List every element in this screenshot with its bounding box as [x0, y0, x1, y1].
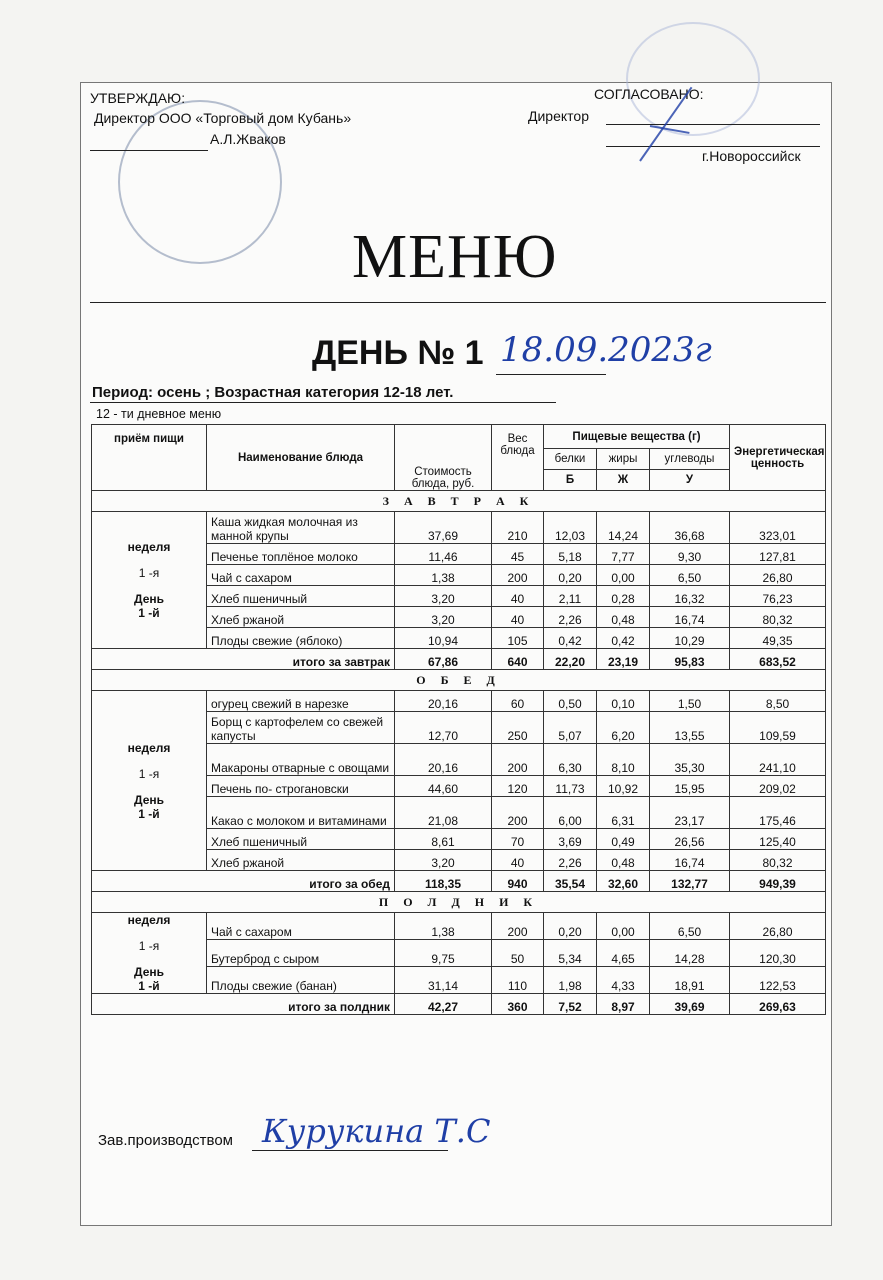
cell-zh: 6,20	[597, 712, 650, 744]
cell-cost: 11,46	[395, 544, 492, 565]
total-label: итого за обед	[92, 871, 395, 892]
cell-e: 122,53	[730, 967, 826, 994]
total-weight: 940	[492, 871, 544, 892]
cell-cost: 1,38	[395, 913, 492, 940]
cell-cost: 3,20	[395, 850, 492, 871]
cell-cost: 37,69	[395, 512, 492, 544]
cell-u: 1,50	[650, 691, 730, 712]
day-cell-day: День	[134, 965, 164, 979]
cell-e: 125,40	[730, 829, 826, 850]
cell-e: 76,23	[730, 586, 826, 607]
total-b: 22,20	[544, 649, 597, 670]
dish-name: Макароны отварные с овощами	[207, 744, 395, 776]
col-zh: Ж	[597, 470, 650, 491]
dish-name: Плоды свежие (яблоко)	[207, 628, 395, 649]
col-u: У	[650, 470, 730, 491]
col-energy: Энергетическая ценность	[730, 425, 826, 491]
cell-weight: 200	[492, 913, 544, 940]
menu-subtitle: 12 - ти дневное меню	[96, 407, 222, 421]
dish-name: Борщ с картофелем со свежей капусты	[207, 712, 395, 744]
cell-weight: 40	[492, 586, 544, 607]
day-cell-n: 1 -я	[138, 939, 160, 953]
col-b: Б	[544, 470, 597, 491]
cell-u: 26,56	[650, 829, 730, 850]
cell-cost: 44,60	[395, 776, 492, 797]
cell-e: 109,59	[730, 712, 826, 744]
cell-u: 13,55	[650, 712, 730, 744]
cell-u: 14,28	[650, 940, 730, 967]
cell-cost: 10,94	[395, 628, 492, 649]
cell-u: 16,74	[650, 607, 730, 628]
day-cell-week: неделя	[127, 740, 171, 755]
cell-e: 241,10	[730, 744, 826, 776]
period-line: Период: осень ; Возрастная категория 12-18 лет.	[92, 384, 454, 401]
table-row	[92, 512, 826, 544]
total-zh: 8,97	[597, 994, 650, 1015]
col-meal: приём пищи	[92, 425, 207, 491]
cell-u: 35,30	[650, 744, 730, 776]
cell-e: 80,32	[730, 850, 826, 871]
table-row	[92, 913, 826, 940]
dish-name: Каша жидкая молочная из манной крупы	[207, 512, 395, 544]
day-cell-week: неделя	[127, 913, 171, 927]
table-row	[92, 691, 826, 712]
cell-zh: 0,00	[597, 565, 650, 586]
cell-weight: 45	[492, 544, 544, 565]
cell-b: 5,07	[544, 712, 597, 744]
cell-zh: 0,49	[597, 829, 650, 850]
cell-e: 175,46	[730, 797, 826, 829]
menu-table	[91, 424, 826, 1015]
footer-label: Зав.производством	[98, 1132, 233, 1149]
cell-zh: 0,10	[597, 691, 650, 712]
cell-b: 5,18	[544, 544, 597, 565]
cell-cost: 20,16	[395, 691, 492, 712]
cell-weight: 60	[492, 691, 544, 712]
total-row	[92, 994, 826, 1015]
total-b: 35,54	[544, 871, 597, 892]
cell-b: 3,69	[544, 829, 597, 850]
cell-b: 12,03	[544, 512, 597, 544]
cell-b: 0,20	[544, 913, 597, 940]
cell-e: 120,30	[730, 940, 826, 967]
week-day-cell	[92, 913, 207, 994]
col-nutrients: Пищевые вещества (г)	[544, 425, 730, 449]
col-weight: Вес блюда	[492, 425, 544, 491]
cell-b: 6,00	[544, 797, 597, 829]
cell-b: 0,20	[544, 565, 597, 586]
cell-cost: 21,08	[395, 797, 492, 829]
cell-u: 16,32	[650, 586, 730, 607]
cell-u: 10,29	[650, 628, 730, 649]
cell-b: 1,98	[544, 967, 597, 994]
cell-u: 23,17	[650, 797, 730, 829]
cell-zh: 14,24	[597, 512, 650, 544]
dish-name: Плоды свежие (банан)	[207, 967, 395, 994]
cell-e: 26,80	[730, 913, 826, 940]
col-carbs: углеводы	[650, 449, 730, 470]
cell-zh: 0,00	[597, 913, 650, 940]
dish-name: огурец свежий в нарезке	[207, 691, 395, 712]
cell-cost: 31,14	[395, 967, 492, 994]
approve-name: А.Л.Жваков	[210, 131, 286, 147]
handwritten-date: 18.09.2023г	[500, 330, 712, 370]
total-e: 949,39	[730, 871, 826, 892]
cell-weight: 40	[492, 850, 544, 871]
cell-b: 0,50	[544, 691, 597, 712]
total-zh: 23,19	[597, 649, 650, 670]
day-cell-n: 1 -я	[138, 766, 160, 781]
dish-name: Печенье топлёное молоко	[207, 544, 395, 565]
cell-u: 18,91	[650, 967, 730, 994]
doc-title: МЕНЮ	[352, 223, 558, 291]
cell-weight: 200	[492, 744, 544, 776]
cell-u: 6,50	[650, 565, 730, 586]
cell-cost: 9,75	[395, 940, 492, 967]
cell-weight: 250	[492, 712, 544, 744]
total-zh: 32,60	[597, 871, 650, 892]
dish-name: Чай с сахаром	[207, 565, 395, 586]
total-e: 683,52	[730, 649, 826, 670]
agreed-director: Директор	[528, 108, 589, 124]
cell-cost: 8,61	[395, 829, 492, 850]
total-e: 269,63	[730, 994, 826, 1015]
cell-zh: 0,42	[597, 628, 650, 649]
cell-zh: 0,48	[597, 607, 650, 628]
cell-u: 16,74	[650, 850, 730, 871]
day-cell-d: 1 -й	[138, 806, 160, 821]
day-cell-d: 1 -й	[138, 606, 160, 620]
week-day-cell	[92, 691, 207, 871]
total-cost: 42,27	[395, 994, 492, 1015]
col-protein: белки	[544, 449, 597, 470]
dish-name: Какао с молоком и витаминами	[207, 797, 395, 829]
cell-cost: 3,20	[395, 607, 492, 628]
dish-name: Хлеб ржаной	[207, 607, 395, 628]
agreed-title: СОГЛАСОВАНО:	[594, 86, 704, 102]
total-b: 7,52	[544, 994, 597, 1015]
cell-zh: 4,33	[597, 967, 650, 994]
dish-name: Чай с сахаром	[207, 913, 395, 940]
day-cell-week: неделя	[127, 540, 171, 554]
cell-zh: 4,65	[597, 940, 650, 967]
cell-e: 209,02	[730, 776, 826, 797]
section-title: З А В Т Р А К	[92, 491, 826, 512]
cell-e: 323,01	[730, 512, 826, 544]
cell-b: 2,26	[544, 850, 597, 871]
cell-cost: 20,16	[395, 744, 492, 776]
agreement-stamp	[626, 22, 760, 136]
cell-e: 80,32	[730, 607, 826, 628]
production-head-signature: Курукина Т.С	[262, 1112, 491, 1150]
cell-b: 2,11	[544, 586, 597, 607]
total-u: 132,77	[650, 871, 730, 892]
cell-e: 127,81	[730, 544, 826, 565]
day-cell-day: День	[134, 792, 164, 807]
col-dish: Наименование блюда	[207, 425, 395, 491]
week-day-cell	[92, 512, 207, 649]
day-cell-day: День	[134, 592, 164, 606]
cell-b: 5,34	[544, 940, 597, 967]
dish-name: Хлеб пшеничный	[207, 829, 395, 850]
day-cell-n: 1 -я	[138, 566, 160, 580]
section-title: О Б Е Д	[92, 670, 826, 691]
cell-weight: 70	[492, 829, 544, 850]
day-label: ДЕНЬ № 1	[312, 334, 484, 372]
day-cell-d: 1 -й	[138, 979, 160, 993]
total-u: 95,83	[650, 649, 730, 670]
dish-name: Бутерброд с сыром	[207, 940, 395, 967]
cell-e: 49,35	[730, 628, 826, 649]
total-row	[92, 649, 826, 670]
total-weight: 360	[492, 994, 544, 1015]
cell-cost: 1,38	[395, 565, 492, 586]
dish-name: Хлеб ржаной	[207, 850, 395, 871]
cell-u: 6,50	[650, 913, 730, 940]
cell-e: 8,50	[730, 691, 826, 712]
dish-name: Хлеб пшеничный	[207, 586, 395, 607]
cell-u: 9,30	[650, 544, 730, 565]
cell-weight: 105	[492, 628, 544, 649]
approve-director-line: Директор ООО «Торговый дом Кубань»	[94, 110, 352, 126]
total-row	[92, 871, 826, 892]
agreed-city: г.Новороссийск	[702, 148, 801, 164]
cell-weight: 210	[492, 512, 544, 544]
dish-name: Печень по- строгановски	[207, 776, 395, 797]
cell-zh: 10,92	[597, 776, 650, 797]
cell-u: 36,68	[650, 512, 730, 544]
cell-cost: 12,70	[395, 712, 492, 744]
approve-title: УТВЕРЖДАЮ:	[90, 90, 186, 106]
section-title: П О Л Д Н И К	[92, 892, 826, 913]
cell-zh: 0,28	[597, 586, 650, 607]
cell-weight: 40	[492, 607, 544, 628]
col-cost: Стоимость блюда, руб.	[395, 425, 492, 491]
cell-zh: 6,31	[597, 797, 650, 829]
total-cost: 67,86	[395, 649, 492, 670]
total-label: итого за полдник	[92, 994, 395, 1015]
col-fat: жиры	[597, 449, 650, 470]
cell-zh: 7,77	[597, 544, 650, 565]
cell-weight: 200	[492, 797, 544, 829]
cell-b: 6,30	[544, 744, 597, 776]
menu-body	[92, 491, 826, 1015]
cell-cost: 3,20	[395, 586, 492, 607]
cell-b: 2,26	[544, 607, 597, 628]
cell-b: 0,42	[544, 628, 597, 649]
cell-zh: 8,10	[597, 744, 650, 776]
total-label: итого за завтрак	[92, 649, 395, 670]
cell-weight: 120	[492, 776, 544, 797]
total-cost: 118,35	[395, 871, 492, 892]
cell-zh: 0,48	[597, 850, 650, 871]
cell-weight: 200	[492, 565, 544, 586]
total-u: 39,69	[650, 994, 730, 1015]
cell-weight: 50	[492, 940, 544, 967]
cell-u: 15,95	[650, 776, 730, 797]
cell-b: 11,73	[544, 776, 597, 797]
total-weight: 640	[492, 649, 544, 670]
cell-weight: 110	[492, 967, 544, 994]
cell-e: 26,80	[730, 565, 826, 586]
